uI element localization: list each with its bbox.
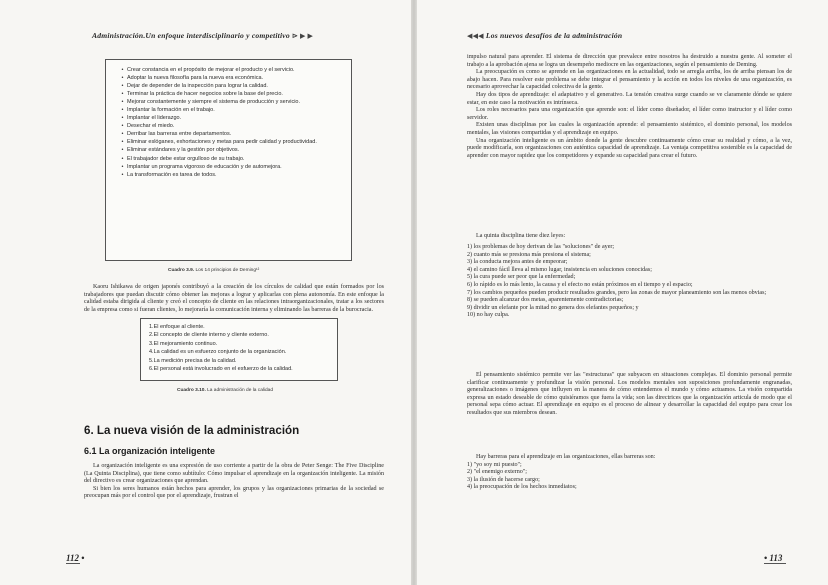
caption-text: La administración de la calidad <box>205 388 273 393</box>
list-item <box>467 274 792 282</box>
caption-label: Cuadro 3.10. <box>177 388 206 393</box>
bullet-icon: • <box>121 107 124 114</box>
section-heading: 6. La nueva visión de la administración <box>84 424 300 437</box>
list-item <box>467 469 792 477</box>
list-item <box>467 305 792 313</box>
list-item <box>118 138 351 146</box>
bullet-icon: • <box>121 163 124 170</box>
paragraph: Hay dos tipos de aprendizaje: el adaptativo y el generativo. La tensión creativa surge cuando se ve claramente dónde se quiere estar, en este caso la motivación es intrínseca. <box>467 91 792 106</box>
caption-deming <box>168 268 259 273</box>
page-number: 112 <box>66 553 80 563</box>
paragraph: El pensamiento sistémico permite ver las "estructuras" que subyacen en situaciones complejas. El dominio personal permite clarificar continuamente y profundizar la visión personal. Los modelos mentales son suposiciones profundamente engranadas, generalizaciones o imágenes que influyen en la manera de cómo entendemos el mundo y cómo actuamos. La visión compartida expresa un estado deseable de cómo quisiéramos que fuera la vida; son las directrices que la organización articula de modo que el personal sepa cómo actuar. El aprendizaje en equipo es el proceso de alinear y desarrollar la capacidad del equipo para crear los resultados que sus miembros desean. <box>467 372 792 416</box>
list-item-text: 1) los problemas de hoy derivan de las "soluciones" de ayer; <box>467 244 615 251</box>
list-item <box>149 365 337 373</box>
barriers-intro: Hay barreras para el aprendizaje en las organizaciones, ellas barreras son: <box>476 454 656 460</box>
list-item-text: 4) el camino fácil lleva al mismo lugar, insistencia en soluciones conocidas; <box>467 266 652 273</box>
bullet-icon: • <box>121 75 124 82</box>
list-item <box>467 259 792 267</box>
quality-admin-box <box>140 318 338 381</box>
list-item-text: Implantar el liderazgo. <box>127 115 182 122</box>
list-item-text: 10) no hay culpa. <box>467 312 510 319</box>
list-item-text: El trabajador debe estar orgulloso de su trabajo. <box>127 155 245 162</box>
paragraph: Existen unas disciplinas por las cuales la organización aprende: el pensamiento sistémico, el dominio personal, los modelos mentales, las visiones compartidas y el aprendizaje en equipo. <box>467 122 792 136</box>
bullet-icon: • <box>121 67 124 73</box>
learning-barriers <box>467 454 792 492</box>
caption-text: Los 14 principios de Deming¹² <box>194 268 260 273</box>
systems-thinking-paragraph <box>467 372 792 418</box>
ishikawa-paragraph <box>84 284 384 314</box>
list-item <box>467 297 792 305</box>
bullet-icon: • <box>121 83 124 90</box>
list-item-text: Eliminar eslóganes, exhortaciones y metas para pedir calidad y productividad. <box>127 139 317 146</box>
list-item <box>118 163 351 171</box>
list-item <box>149 323 337 331</box>
right-page <box>417 0 828 585</box>
laws-list <box>467 244 792 320</box>
list-item <box>118 114 351 122</box>
list-item <box>149 357 337 365</box>
list-item <box>118 82 351 90</box>
list-item-text: Crear constancia en el propósito de mejorar el producto y el servicio. <box>127 67 295 73</box>
list-item <box>118 66 351 74</box>
quality-admin-list <box>149 323 337 373</box>
folio-rule <box>764 563 786 564</box>
list-item-text: 6.El personal está involucrado en el esfuerzo de la calidad. <box>149 366 293 373</box>
laws-intro: La quinta disciplina tiene diez leyes: <box>476 233 566 239</box>
arrow-right-icon: ⊳ ▶ ▶ <box>291 32 314 40</box>
list-item <box>149 331 337 339</box>
list-item-text: Implantar la formación en el trabajo. <box>127 107 215 114</box>
list-item-text: Implantar un programa vigoroso de educación y de automejora. <box>127 163 282 170</box>
list-item <box>467 282 792 290</box>
barriers-list <box>467 462 792 492</box>
bullet-icon: • <box>121 131 124 138</box>
list-item-text: 6) lo rápido es lo más lento, la causa y el efecto no están próximos en el tiempo y el espacio; <box>467 282 693 289</box>
caption-quality <box>177 388 273 393</box>
bullet-icon: • <box>121 147 124 154</box>
paragraph: Los roles necesarios para una organización que aprende son: el líder como diseñador, el líder como instructor y el líder como servidor. <box>467 107 792 121</box>
bullet-icon: • <box>121 99 124 106</box>
bullet-icon: • <box>121 91 124 98</box>
list-item <box>467 312 792 320</box>
paragraph: impulso natural para aprender. El sistema de dirección que prevalece entre nosotros ha destruido a nuestra gente. Al someter el trabajo a la aprobación ajena se logra un desempeño mediocre en las organizaciones, según el pensamiento de Deming. <box>467 54 792 68</box>
list-item <box>118 98 351 106</box>
page-number-left: 112 • <box>66 553 85 563</box>
bullet-icon: • <box>121 115 124 122</box>
list-item-text: 1.El enfoque al cliente. <box>149 324 205 330</box>
list-item <box>149 340 337 348</box>
list-item-text: 1) "yo soy mi puesto"; <box>467 461 522 468</box>
organization-paragraphs <box>84 463 384 501</box>
list-item <box>118 90 351 98</box>
list-item <box>118 171 351 179</box>
list-item-text: 4) la preocupación de los hechos inmediatos; <box>467 484 577 491</box>
caption-label: Cuadro 3.9. <box>168 268 195 273</box>
list-item-text: 2) cuanto más se presiona más presiona el sistema; <box>467 251 591 258</box>
list-item-text: 8) se pueden alcanzar dos metas, aparentemente contradictorias; <box>467 297 624 304</box>
list-item <box>118 122 351 130</box>
list-item-text: Desechar el miedo. <box>127 123 175 130</box>
list-item <box>467 484 792 492</box>
list-item-text: 3) la ilusión de hacerse cargo; <box>467 476 540 483</box>
list-item-text: 3.El mejoramiento continuo. <box>149 340 218 347</box>
paragraph: La organización inteligente es una expresión de uso corriente a partir de la obra de Peter Senge: The Five Discipline (La Quinta Disciplina), que tiene como subtítulo: Cómo impulsar el aprendizaje en la organización inteligente. La misión del directivo es crear organizaciones que aprendan. <box>84 463 384 485</box>
page-number-right: • 113 <box>764 553 783 563</box>
list-item <box>118 155 351 163</box>
list-item-text: 2.El concepto de cliente interno y cliente externo. <box>149 332 269 339</box>
running-head-left <box>92 31 313 40</box>
list-item <box>118 130 351 138</box>
list-item-text: Adoptar la nueva filosofía para la nueva era económica. <box>127 75 264 82</box>
list-item-text: Eliminar estándares y la gestión por objetivos. <box>127 147 240 154</box>
paragraph: Una organización inteligente es un ámbito donde la gente descubre continuamente cómo crear su realidad y cómo, a la vez, puede modificarla, son organizaciones con auténtica capacidad de aprendizaje. La ventaja competitiva sostenible es la capacidad de aprender con mayor rapidez que los competidores y expande su capacidad para crear el futuro. <box>467 137 792 159</box>
list-item <box>118 106 351 114</box>
list-item-text: 2) "el enemigo externo"; <box>467 469 527 476</box>
list-item-text: 5) la cura puede ser peor que la enfermedad; <box>467 274 576 281</box>
list-item-text: Dejar de depender de la inspección para lograr la calidad. <box>127 83 268 90</box>
list-item-text: 4.La calidad es un esfuerzo conjunto de la organización. <box>149 349 287 356</box>
learning-paragraphs <box>467 54 792 160</box>
folio-rule <box>66 563 80 564</box>
paragraph: La preocupación es como se aprende en las organizaciones en la actualidad, todo se arregla arriba, los de arriba piensan los de abajo hacen. Para resolver este problema se debe integrar el pensamiento y la acción en todos los niveles de una organización, es necesario aprovechar la capacidad colectiva de la gente. <box>467 69 792 91</box>
paragraph: Si bien los seres humanos están hechos para aprender, los grupos y las organizaciones primarias de la sociedad se preocupan más por el control que por el aprendizaje, frustran el <box>84 485 384 500</box>
deming-principles-list <box>118 66 351 179</box>
list-item-text: 3) la conducta mejora antes de empeorar; <box>467 259 568 266</box>
list-item-text: Terminar la práctica de hacer negocios sobre la base del precio. <box>127 91 283 98</box>
bullet-icon: • <box>121 123 124 130</box>
bullet-icon: • <box>121 139 124 146</box>
list-item-text: Derribar las barreras entre departamentos. <box>127 131 232 138</box>
list-item <box>118 74 351 82</box>
bullet-icon: • <box>121 171 124 178</box>
list-item-text: 5.La medición precisa de la calidad. <box>149 357 237 364</box>
arrow-left-icon: ◀◀◀ <box>467 32 484 40</box>
list-item-text: 7) los cambios pequeños pueden producir resultados grandes, pero las zonas de mayor planeamiento son las menos obvias; <box>467 289 767 296</box>
subsection-heading: 6.1 La organización inteligente <box>84 446 216 456</box>
paragraph: Kaoru Ishikawa de origen japonés contribuyó a la creación de los círculos de calidad que están formados por los trabajadores que puedan discutir cómo obtener las mejoras a lograr y aplicarlas con plena autonomía. En este enfoque la calidad estaba dirigida al cliente y creó el concepto de cliente en las relaciones intraorganizacionales, tratar a los sectores de la empresa como si fueran clientes, lo mejoraría la comunicación interna y eliminando las barreras de la burocracia. <box>84 284 384 313</box>
fifth-discipline-laws <box>467 233 792 320</box>
left-page <box>0 0 411 585</box>
list-item-text: Mejorar constantemente y siempre el sistema de producción y servicio. <box>127 99 301 106</box>
list-item-text: La transformación es tarea de todos. <box>127 171 217 178</box>
list-item <box>467 244 792 252</box>
running-head-text: Administración.Un enfoque interdisciplinario y competitivo <box>92 31 290 40</box>
list-item <box>149 348 337 356</box>
page-number: 113 <box>769 553 783 563</box>
bullet-icon: • <box>121 155 124 162</box>
list-item <box>118 146 351 154</box>
deming-principles-box <box>105 59 352 261</box>
running-head-right <box>467 31 622 40</box>
running-head-text: Los nuevos desafíos de la administración <box>485 31 623 40</box>
list-item-text: 9) dividir un elefante por la mitad no genera dos elefantes pequeños; y <box>467 304 639 311</box>
